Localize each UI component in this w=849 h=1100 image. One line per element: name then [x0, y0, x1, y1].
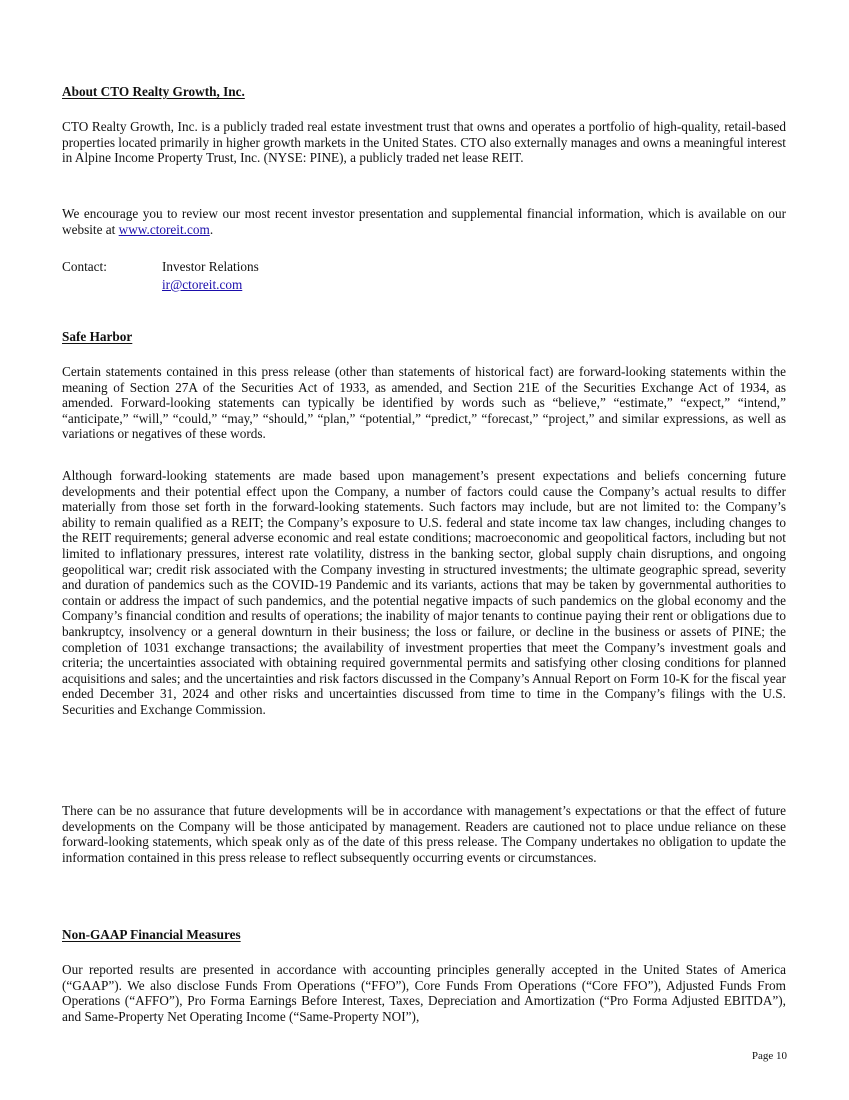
contact-label: Contact: — [62, 259, 107, 274]
safe-harbor-heading: Safe Harbor — [62, 329, 133, 344]
contact-email-link[interactable]: ir@ctoreit.com — [162, 277, 243, 292]
non-gaap-paragraph: Our reported results are presented in accordance with accounting principles generally accepted in the United States of America (“GAAP”). We also disclose Funds From Operations (“FFO”), Core Funds From Operations (“Core FFO”), Adjusted Funds From Operations (“AFFO”), Pro Forma Earnings Before Interest, Taxes, Depreciation and Amortization (“Pro Forma Adjusted EBITDA”), and Same-Property Net Operating Income (“Same-Property NOI”), — [62, 962, 786, 1024]
website-paragraph-suffix: . — [209, 221, 214, 237]
safe-harbor-paragraph-3: There can be no assurance that future developments will be in accordance with management’s expectations or that the effect of future developments on the Company will be those anticipated by management. Readers are cautioned not to place undue reliance on these forward-looking statements, which speak only as of the date of this press release. The Company undertakes no obligation to update the information contained in this press release to reflect subsequently occurring events or circumstances. — [62, 803, 786, 865]
page-number: Page 10 — [751, 1050, 787, 1062]
non-gaap-heading: Non-GAAP Financial Measures — [62, 927, 241, 942]
contact-block — [62, 259, 786, 293]
safe-harbor-paragraph-2: Although forward-looking statements are made based upon management’s present expectations and beliefs concerning future developments and their potential effect upon the Company, a number of factors could cause the Company’s actual results to differ materially from those set forth in the forward-looking statements. Such factors may include, but are not limited to: the Company’s ability to remain qualified as a REIT; the Company’s exposure to U.S. federal and state income tax law changes, including changes to the REIT requirements; general adverse economic and real estate conditions; macroeconomic and geopolitical factors, including but not limited to inflationary pressures, interest rate volatility, distress in the banking sector, global supply chain disruptions, and ongoing geopolitical war; credit risk associated with the Company investing in structured investments; the ultimate geographic spread, severity and duration of pandemics such as the COVID-19 Pandemic and its variants, actions that may be taken by governmental authorities to contain or address the impact of such pandemics, and the potential negative impacts of such pandemics on the global economy and the Company’s financial condition and results of operations; the inability of major tenants to continue paying their rent or obligations due to bankruptcy, insolvency or a general downturn in their business; the loss or failure, or decline in the business or assets of PINE; the completion of 1031 exchange transactions; the availability of investment properties that meet the Company’s investment goals and criteria; the uncertainties associated with obtaining required governmental permits and satisfying other closing conditions for planned acquisitions and sales; and the uncertainties and risk factors discussed in the Company’s Annual Report on Form 10-K for the fiscal year ended December 31, 2024 and other risks and uncertainties discussed from time to time in the Company’s filings with the U.S. Securities and Exchange Commission. — [62, 468, 786, 717]
website-link[interactable]: www.ctoreit.com — [118, 221, 210, 237]
about-heading: About CTO Realty Growth, Inc. — [62, 84, 245, 99]
website-paragraph — [62, 206, 786, 237]
safe-harbor-paragraph-1: Certain statements contained in this press release (other than statements of historical fact) are forward-looking statements within the meaning of Section 27A of the Securities Act of 1933, as amended, and Section 21E of the Securities Exchange Act of 1934, as amended. Forward-looking statements can typically be identified by words such as “believe,” “estimate,” “expect,” “intend,” “anticipate,” “will,” “could,” “may,” “should,” “plan,” “potential,” “predict,” “forecast,” “project,” and similar expressions, as well as variations or negatives of these words. — [62, 364, 786, 442]
contact-name: Investor Relations — [162, 259, 259, 274]
website-paragraph-prefix: We encourage you to review our most recent investor presentation and supplemental financial information, which is available on our website at — [62, 206, 786, 237]
about-paragraph: CTO Realty Growth, Inc. is a publicly traded real estate investment trust that owns and operates a portfolio of high-quality, retail-based properties located primarily in higher growth markets in the United States. CTO also externally manages and owns a meaningful interest in Alpine Income Property Trust, Inc. (NYSE: PINE), a publicly traded net lease REIT. — [62, 119, 786, 166]
